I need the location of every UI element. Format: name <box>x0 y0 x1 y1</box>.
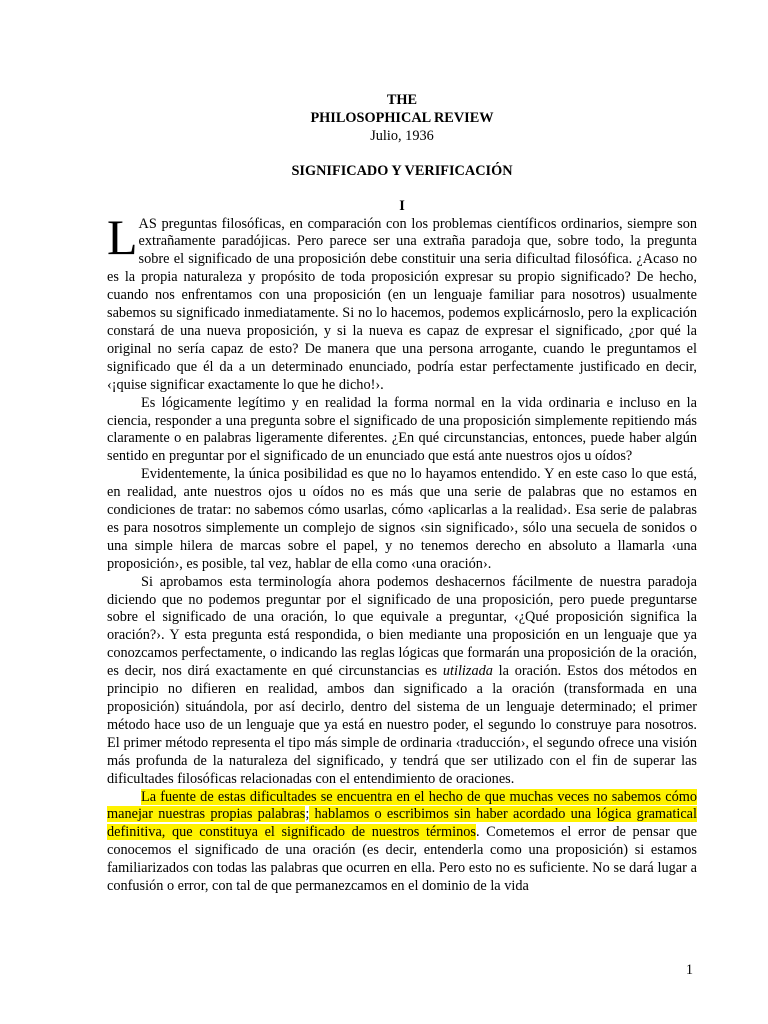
drop-cap: L <box>107 208 138 265</box>
document-page <box>107 92 697 896</box>
page-number: 1 <box>685 962 693 978</box>
paragraph-1-text: AS preguntas filosóficas, en comparación con los problemas científicos ordinarios, siempre son extrañamente paradójicas. Pero parece ser una extraña paradoja que, sobre todo, la pregunta sobre el significado de una proposición debe constituir una seria dificultad filosófica. ¿Acaso no es la propia naturaleza y propósito de toda proposición expresar su propio significado? De hecho, cuando nos enfrentamos con una proposición (en un lenguaje familiar para nosotros) usualmente sabemos su significado inmediatamente. Si no lo hacemos, podemos explicárnoslo, pero la explicación constará de una nueva proposición, y si la nueva es capaz de expresar el significado, ¿por qué la original no sería capaz de esto? De manera que una persona arrogante, cuando le preguntamos el significado que él da a un determinado enunciado, podría estar perfectamente justificado en decir, ‹¡quise significar exactamente lo que he dicho!›. <box>107 215 697 393</box>
article-title: SIGNIFICADO Y VERIFICACIÓN <box>291 162 513 179</box>
italic-term: utilizada <box>442 663 493 680</box>
separator-semicolon: ; <box>305 806 310 823</box>
paragraph-4-text-after: la oración. Estos dos métodos en principio no difieren en realidad, ambos dan significado a la oración (transformada en una proposición) situándola, por así decirlo, dentro del sistema de un lenguaje determinado; el primer método hace uso de un lenguaje que ya está en nuestro poder, el segundo lo construye para nosotros. El primer método representa el tipo más simple de ordinaria ‹traducción›, el segundo ofrece una visión más profunda de la naturaleza del significado, y tendrá que ser utilizado con el fin de superar las dificultades filosóficas relacionadas con el entendimiento de oraciones. <box>107 663 697 787</box>
header-line-the: THE <box>386 92 418 108</box>
section-number: I <box>399 197 405 214</box>
highlighted-passage-2: hablamos o escribimos sin haber acordado una lógica gramatical definitiva, que constituya el significado de nuestros términos <box>107 806 697 841</box>
header-line-date: Julio, 1936 <box>370 127 434 144</box>
paragraph-1 <box>107 208 697 395</box>
paragraph-2: Es lógicamente legítimo y en realidad la forma normal en la vida ordinaria e incluso en la ciencia, responder a una pregunta sobre el significado de una proposición simplemente repitiendo más claramente o en palabras ligeramente diferentes. ¿En qué circunstancias, entonces, puede haber algún sentido en preguntar por el significado de un enunciado que está ante nuestros ojos u oídos? <box>107 394 697 465</box>
paragraph-4-text-before: Si aprobamos esta terminología ahora podemos deshacernos fácilmente de nuestra paradoja diciendo que no podemos preguntar por el significado de una proposición, pero puede preguntarse sobre el significado de una oración, lo que equivale a preguntar, ‹¿Qué proposición significa la oración?›. Y esta pregunta está respondida, o bien mediante una proposición en un lenguaje que ya conozcamos perfectamente, o indicando las reglas lógicas que formarán una proposición de la oración, es decir, nos dirá exactamente en qué circunstancias es <box>107 573 697 680</box>
paragraph-5-text-rest: . Cometemos el error de pensar que conocemos el significado de una oración (es decir, entenderla como una proposición) si estamos familiarizados con todas las palabras que ocurren en ella. Pero esto no es suficiente. No se dará lugar a confusión o error, con tal de que permanezcamos en el dominio de la vida <box>107 824 697 895</box>
paragraph-5 <box>107 789 697 896</box>
header-line-journal-name: PHILOSOPHICAL REVIEW <box>310 109 494 126</box>
highlighted-passage-1: La fuente de estas dificultades se encuentra en el hecho de que muchas veces no sabemos cómo manejar nuestras propias palabras <box>107 788 697 823</box>
paragraph-4 <box>107 574 697 789</box>
journal-header <box>107 92 697 146</box>
paragraph-3: Evidentemente, la única posibilidad es que no lo hayamos entendido. Y en este caso lo que está, en realidad, ante nuestros ojos u oídos no es más que una serie de palabras que no estamos en condiciones de tratar: no sabemos cómo usarlas, cómo ‹aplicarlas a la realidad›. Esa serie de palabras es para nosotros simplemente un complejo de signos ‹sin significado›, sólo una secuela de sonidos o una simple hilera de marcas sobre el papel, y no tenemos derecho en absoluto a llamarla ‹una proposición›, es posible, tal vez, hablar de ella como ‹una oración›. <box>107 466 697 572</box>
